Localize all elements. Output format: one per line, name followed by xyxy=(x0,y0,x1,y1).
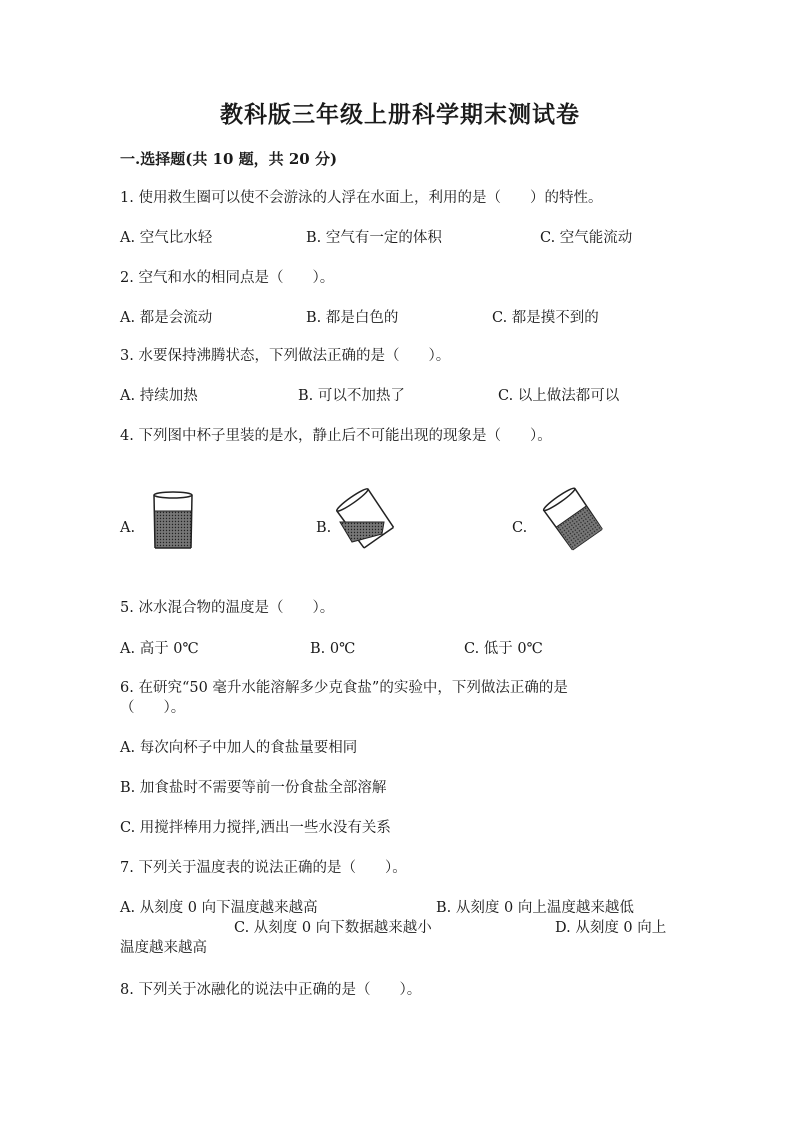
q4-figure-label-b: B. xyxy=(316,520,332,536)
q4-figure-label-c: C. xyxy=(512,520,528,536)
q2-option-a: A. 都是会流动 xyxy=(120,310,213,326)
q3-option-b: B. 可以不加热了 xyxy=(298,388,405,404)
q2-option-b: B. 都是白色的 xyxy=(306,310,399,326)
q7-option-d-continued: 温度越来越高 xyxy=(120,940,207,956)
q4-cup-b-tilted-icon xyxy=(332,486,398,550)
question-6-line-2: （ ）。 xyxy=(120,700,186,716)
q5-option-b: B. 0℃ xyxy=(310,641,356,657)
question-3: 3. 水要保持沸腾状态，下列做法正确的是（ ）。 xyxy=(120,348,451,364)
q5-option-a: A. 高于 0℃ xyxy=(120,641,199,657)
q5-option-c: C. 低于 0℃ xyxy=(464,641,543,657)
q3-option-a: A. 持续加热 xyxy=(120,388,198,404)
question-5: 5. 冰水混合物的温度是（ ）。 xyxy=(120,600,335,616)
q6-option-c: C. 用搅拌棒用力搅拌,洒出一些水没有关系 xyxy=(120,820,391,836)
q7-option-a: A. 从刻度 0 向下温度越来越高 xyxy=(120,900,318,916)
q7-option-b: B. 从刻度 0 向上温度越来越低 xyxy=(436,900,634,916)
q6-option-b: B. 加食盐时不需要等前一份食盐全部溶解 xyxy=(120,780,387,796)
question-6-line-1: 6. 在研究“50 毫升水能溶解多少克食盐”的实验中，下列做法正确的是 xyxy=(120,680,568,696)
question-7: 7. 下列关于温度表的说法正确的是（ ）。 xyxy=(120,860,407,876)
question-1: 1. 使用救生圈可以使不会游泳的人浮在水面上，利用的是（ ）的特性。 xyxy=(120,190,603,206)
q1-option-a: A. 空气比水轻 xyxy=(120,230,213,246)
q4-figure-label-a: A. xyxy=(120,520,136,536)
q4-cup-c-tilted-icon xyxy=(540,486,606,552)
q6-option-a: A. 每次向杯子中加人的食盐量要相同 xyxy=(120,740,358,756)
q2-option-c: C. 都是摸不到的 xyxy=(492,310,599,326)
question-2: 2. 空气和水的相同点是（ ）。 xyxy=(120,270,335,286)
question-4: 4. 下列图中杯子里装的是水，静止后不可能出现的现象是（ ）。 xyxy=(120,428,552,444)
q1-option-c: C. 空气能流动 xyxy=(540,230,633,246)
q7-option-c: C. 从刻度 0 向下数据越来越小 xyxy=(234,920,432,936)
q4-cup-a-upright-icon xyxy=(150,490,196,552)
q3-option-c: C. 以上做法都可以 xyxy=(498,388,620,404)
q1-option-b: B. 空气有一定的体积 xyxy=(306,230,442,246)
question-8: 8. 下列关于冰融化的说法中正确的是（ ）。 xyxy=(120,982,422,998)
page-title: 教科版三年级上册科学期末测试卷 xyxy=(220,101,580,128)
section-heading: 一.选择题(共 10 题，共 20 分) xyxy=(120,150,338,168)
q7-option-d: D. 从刻度 0 向上 xyxy=(555,920,667,936)
